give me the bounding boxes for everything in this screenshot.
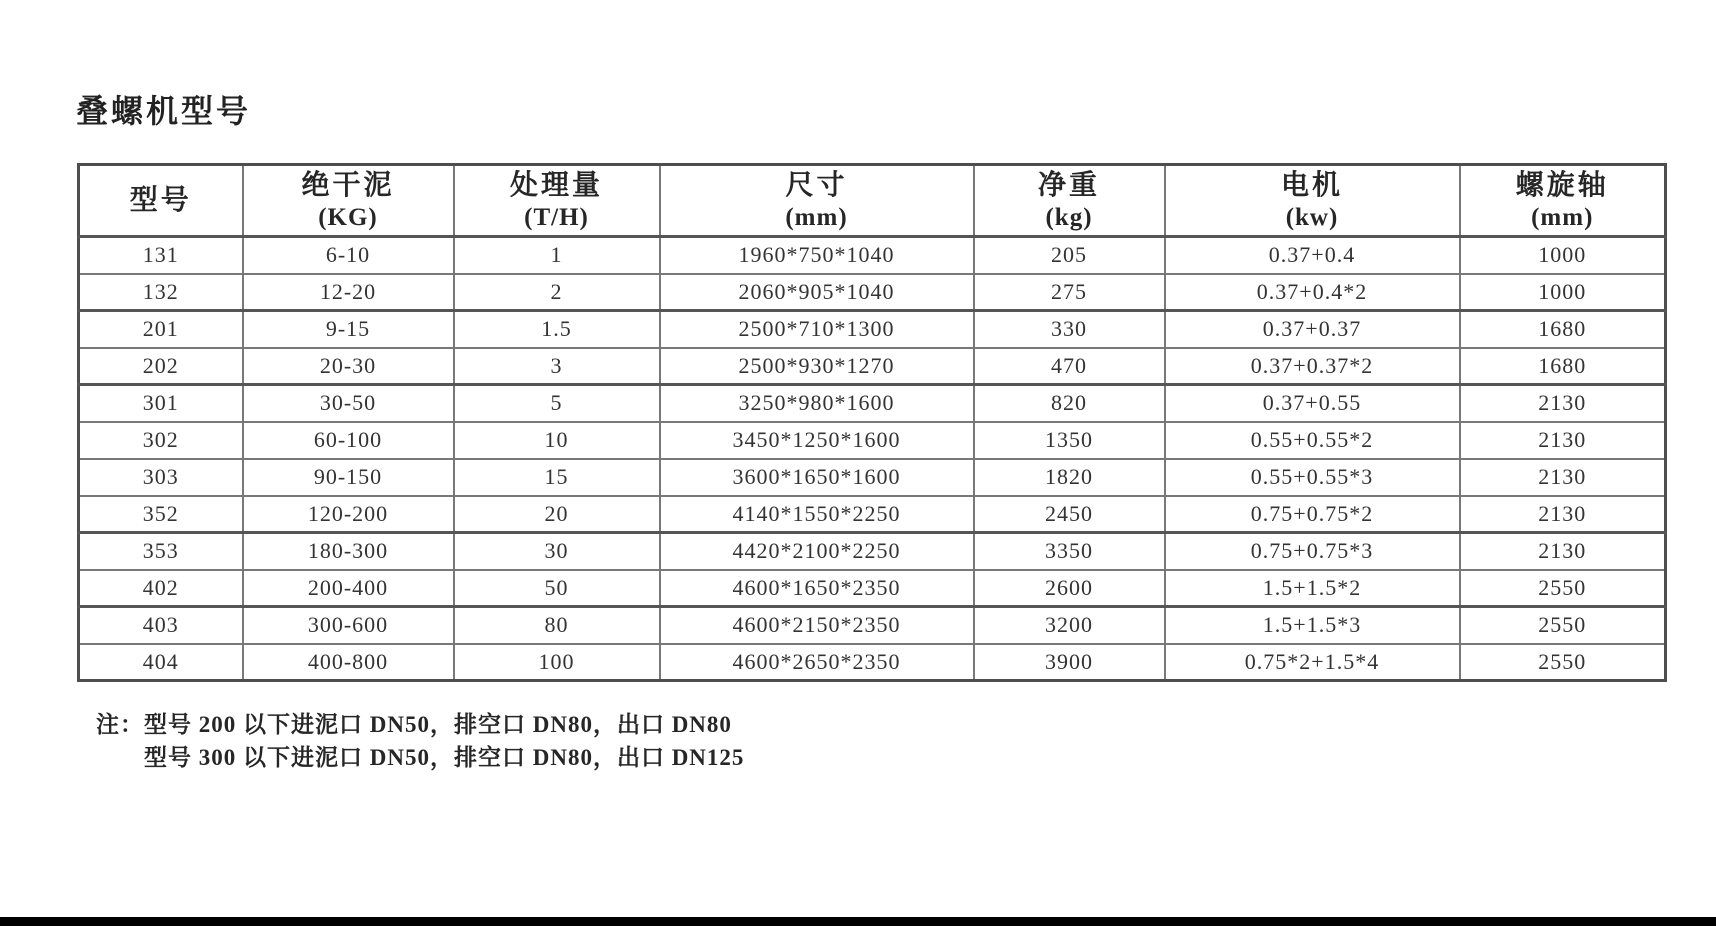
table-cell: 2130 xyxy=(1460,385,1666,422)
table-cell: 15 xyxy=(454,459,660,496)
table-cell: 2600 xyxy=(974,570,1165,607)
column-header-dry-sludge xyxy=(243,165,454,237)
table-cell: 30 xyxy=(454,533,660,570)
table-row xyxy=(79,644,1666,681)
table-cell: 0.75+0.75*2 xyxy=(1165,496,1460,533)
table-cell: 30-50 xyxy=(243,385,454,422)
table-cell: 1820 xyxy=(974,459,1165,496)
column-header-label: 绝干泥 xyxy=(301,169,395,201)
table-cell: 1000 xyxy=(1460,274,1666,311)
table-cell: 1.5+1.5*3 xyxy=(1165,607,1460,644)
table-cell: 4600*1650*2350 xyxy=(660,570,974,607)
table-cell: 1960*750*1040 xyxy=(660,237,974,274)
column-header-dimensions xyxy=(660,165,974,237)
table-cell: 1.5+1.5*2 xyxy=(1165,570,1460,607)
table-cell: 2130 xyxy=(1460,496,1666,533)
table-row xyxy=(79,570,1666,607)
table-cell: 0.55+0.55*2 xyxy=(1165,422,1460,459)
table-cell: 4600*2150*2350 xyxy=(660,607,974,644)
table-cell: 3 xyxy=(454,348,660,385)
table-cell: 2130 xyxy=(1460,459,1666,496)
table-cell: 1.5 xyxy=(454,311,660,348)
table-cell: 2450 xyxy=(974,496,1165,533)
table-cell: 2550 xyxy=(1460,607,1666,644)
footnotes xyxy=(96,708,744,774)
table-cell: 205 xyxy=(974,237,1165,274)
table-cell: 0.37+0.37*2 xyxy=(1165,348,1460,385)
table-cell: 301 xyxy=(79,385,243,422)
table-cell: 2550 xyxy=(1460,570,1666,607)
footnote-prefix: 注： xyxy=(96,712,144,737)
table-row xyxy=(79,496,1666,533)
column-header-screw-shaft xyxy=(1460,165,1666,237)
table-cell: 1000 xyxy=(1460,237,1666,274)
table-cell: 470 xyxy=(974,348,1165,385)
table-cell: 353 xyxy=(79,533,243,570)
column-header-model xyxy=(79,165,243,237)
table-cell: 2500*930*1270 xyxy=(660,348,974,385)
table-cell: 10 xyxy=(454,422,660,459)
table-cell: 400-800 xyxy=(243,644,454,681)
table-cell: 303 xyxy=(79,459,243,496)
column-header-unit: (kg) xyxy=(1045,203,1093,231)
table-cell: 2130 xyxy=(1460,533,1666,570)
table-cell: 1350 xyxy=(974,422,1165,459)
bottom-edge-bar xyxy=(0,917,1716,926)
table-row xyxy=(79,533,1666,570)
table-cell: 200-400 xyxy=(243,570,454,607)
column-header-label: 型号 xyxy=(129,184,192,216)
table-row xyxy=(79,274,1666,311)
table-cell: 0.37+0.4*2 xyxy=(1165,274,1460,311)
table-cell: 12-20 xyxy=(243,274,454,311)
table-cell: 3600*1650*1600 xyxy=(660,459,974,496)
column-header-label: 处理量 xyxy=(509,169,603,201)
table-cell: 50 xyxy=(454,570,660,607)
table-cell: 9-15 xyxy=(243,311,454,348)
footnote-lines xyxy=(144,708,744,774)
table-cell: 3900 xyxy=(974,644,1165,681)
column-header-label: 尺寸 xyxy=(785,169,848,201)
column-header-motor xyxy=(1165,165,1460,237)
table-row xyxy=(79,607,1666,644)
column-header-unit: (mm) xyxy=(1531,203,1594,231)
column-header-unit: (KG) xyxy=(318,203,378,231)
model-spec-table xyxy=(77,163,1667,682)
table-cell: 6-10 xyxy=(243,237,454,274)
table-cell: 2130 xyxy=(1460,422,1666,459)
table-cell: 352 xyxy=(79,496,243,533)
table-row xyxy=(79,348,1666,385)
table-cell: 120-200 xyxy=(243,496,454,533)
table-cell: 403 xyxy=(79,607,243,644)
column-header-unit: (kw) xyxy=(1285,203,1339,231)
table-row xyxy=(79,459,1666,496)
table-cell: 330 xyxy=(974,311,1165,348)
table-cell: 2550 xyxy=(1460,644,1666,681)
table-cell: 3350 xyxy=(974,533,1165,570)
table-cell: 20-30 xyxy=(243,348,454,385)
table-cell: 820 xyxy=(974,385,1165,422)
table-cell: 100 xyxy=(454,644,660,681)
column-header-capacity xyxy=(454,165,660,237)
column-header-net-weight xyxy=(974,165,1165,237)
table-row xyxy=(79,385,1666,422)
table-row xyxy=(79,237,1666,274)
table-row xyxy=(79,311,1666,348)
table-cell: 1 xyxy=(454,237,660,274)
table-cell: 180-300 xyxy=(243,533,454,570)
table-cell: 1680 xyxy=(1460,311,1666,348)
column-header-label: 螺旋轴 xyxy=(1515,169,1609,201)
table-cell: 275 xyxy=(974,274,1165,311)
table-cell: 202 xyxy=(79,348,243,385)
table-cell: 0.75+0.75*3 xyxy=(1165,533,1460,570)
footnote-line: 型号 200 以下进泥口 DN50，排空口 DN80，出口 DN80 xyxy=(144,712,732,737)
table-body xyxy=(79,237,1666,681)
table-cell: 0.55+0.55*3 xyxy=(1165,459,1460,496)
table-cell: 2 xyxy=(454,274,660,311)
table-cell: 2500*710*1300 xyxy=(660,311,974,348)
table-cell: 201 xyxy=(79,311,243,348)
page-title: 叠螺机型号 xyxy=(76,93,252,129)
table-cell: 300-600 xyxy=(243,607,454,644)
column-header-unit: (T/H) xyxy=(524,203,589,231)
header-row xyxy=(79,165,1666,237)
table-cell: 2060*905*1040 xyxy=(660,274,974,311)
table-cell: 4420*2100*2250 xyxy=(660,533,974,570)
table-cell: 302 xyxy=(79,422,243,459)
table-cell: 0.37+0.55 xyxy=(1165,385,1460,422)
table-cell: 80 xyxy=(454,607,660,644)
table-cell: 5 xyxy=(454,385,660,422)
table-cell: 4600*2650*2350 xyxy=(660,644,974,681)
table-cell: 132 xyxy=(79,274,243,311)
table-cell: 60-100 xyxy=(243,422,454,459)
table-cell: 20 xyxy=(454,496,660,533)
footnote-line: 型号 300 以下进泥口 DN50，排空口 DN80，出口 DN125 xyxy=(144,745,745,770)
table-cell: 3250*980*1600 xyxy=(660,385,974,422)
table-cell: 0.37+0.37 xyxy=(1165,311,1460,348)
table-cell: 3200 xyxy=(974,607,1165,644)
column-header-label: 电机 xyxy=(1280,169,1343,201)
column-header-unit: (mm) xyxy=(785,203,848,231)
column-header-label: 净重 xyxy=(1037,169,1100,201)
table-cell: 404 xyxy=(79,644,243,681)
table-cell: 1680 xyxy=(1460,348,1666,385)
table-cell: 90-150 xyxy=(243,459,454,496)
table-cell: 3450*1250*1600 xyxy=(660,422,974,459)
table-cell: 402 xyxy=(79,570,243,607)
table-cell: 4140*1550*2250 xyxy=(660,496,974,533)
table-row xyxy=(79,422,1666,459)
table-cell: 131 xyxy=(79,237,243,274)
table-cell: 0.37+0.4 xyxy=(1165,237,1460,274)
table-cell: 0.75*2+1.5*4 xyxy=(1165,644,1460,681)
